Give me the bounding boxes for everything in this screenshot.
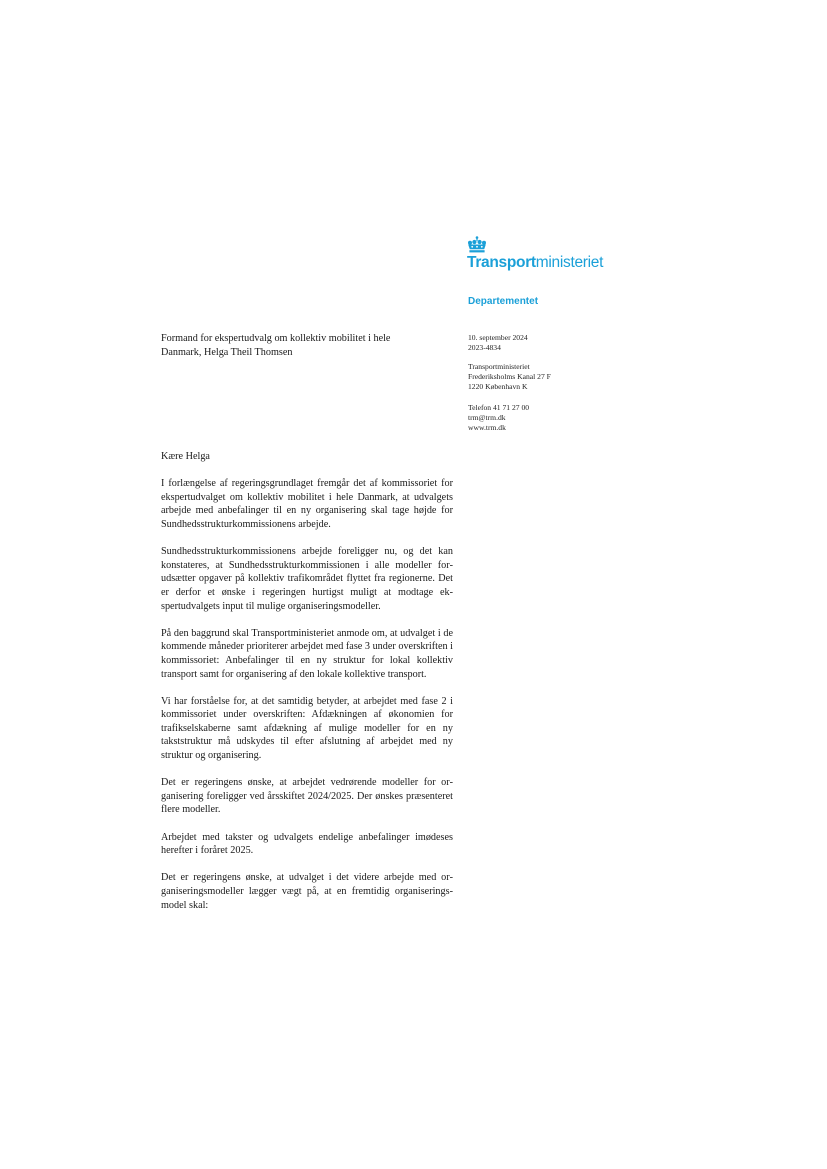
letter-body <box>161 450 453 926</box>
address-line: Frederiksholms Kanal 27 F <box>468 372 551 382</box>
address-line: 1220 København K <box>468 382 528 392</box>
greeting: Kære Helga <box>161 451 210 462</box>
recipient-line: Danmark, Helga Theil Thomsen <box>161 346 293 358</box>
department-label: Departementet <box>468 296 539 307</box>
body-paragraph: Arbejdet med takster og udvalgets endelige anbefalinger imødeses herefter i foråret 2025. <box>161 831 453 857</box>
website: www.trm.dk <box>468 423 506 433</box>
case-number: 2023-4834 <box>468 343 501 353</box>
body-paragraph: Det er regeringens ønske, at udvalget i det videre arbejde med organiseringsmodeller lægger vægt på, at en fremtidig organiseringsmodel skal: <box>161 872 453 911</box>
meta-date-block <box>468 333 618 353</box>
body-paragraph: Sundhedsstrukturkommissionens arbejde foreligger nu, og det kan konstateres, at Sundhedsstrukturkommissionen i alle modeller forudsætter opgaver på kollektiv trafikområdet flyttet fra regionerne. Det er derfor et ønske i regeringen hurtigst muligt at modtage ekspertudvalgets input til mulige organiseringsmodeller. <box>161 546 453 612</box>
address-line: Transportministeriet <box>468 362 530 371</box>
meta-contact-block <box>468 403 618 434</box>
ministry-name <box>467 254 603 272</box>
phone-number: Telefon 41 71 27 00 <box>468 403 530 412</box>
body-paragraph: I forlængelse af regeringsgrundlaget fremgår det af kommissoriet for ekspertudvalget om kollektiv mobilitet i hele Danmark, at udvalgets arbejde med anbefalinger til en ny organisering skal tage højde for Sundhedsstrukturkommissionens arbejde. <box>161 478 453 530</box>
crown-icon <box>467 236 487 254</box>
body-paragraph: På den baggrund skal Transportministeriet anmode om, at udvalget i de kommende måneder prioriterer arbejdet med fase 3 under overskriften i kommissoriet: Anbefalinger til en ny struktur for lokal kollektiv transport samt for organisering af den lokale kollektive transport. <box>161 627 453 680</box>
email-address: trm@trm.dk <box>468 413 506 423</box>
letter-date: 10. september 2024 <box>468 333 528 342</box>
meta-address-block <box>468 362 618 393</box>
ministry-name-light: ministeriet <box>535 254 604 271</box>
recipient-line: Formand for ekspertudvalg om kollektiv mobilitet i hele <box>161 333 391 344</box>
ministry-name-bold: Transport <box>467 254 536 271</box>
body-paragraph: Vi har forståelse for, at det samtidig betyder, at arbejdet med fase 2 i kommissoriet under overskriften: Afdækningen af økonomien for trafikselskaberne samt afdækning af mulige modeller for en ny takststruktur må udskydes til efter afslutning af arbejdet med ny struktur og organisering. <box>161 695 453 762</box>
recipient-block <box>161 332 451 359</box>
body-paragraph: Det er regeringens ønske, at arbejdet vedrørende modeller for organisering foreligger ved årsskiftet 2024/2025. Der ønskes præsenteret flere modeller. <box>161 777 453 816</box>
